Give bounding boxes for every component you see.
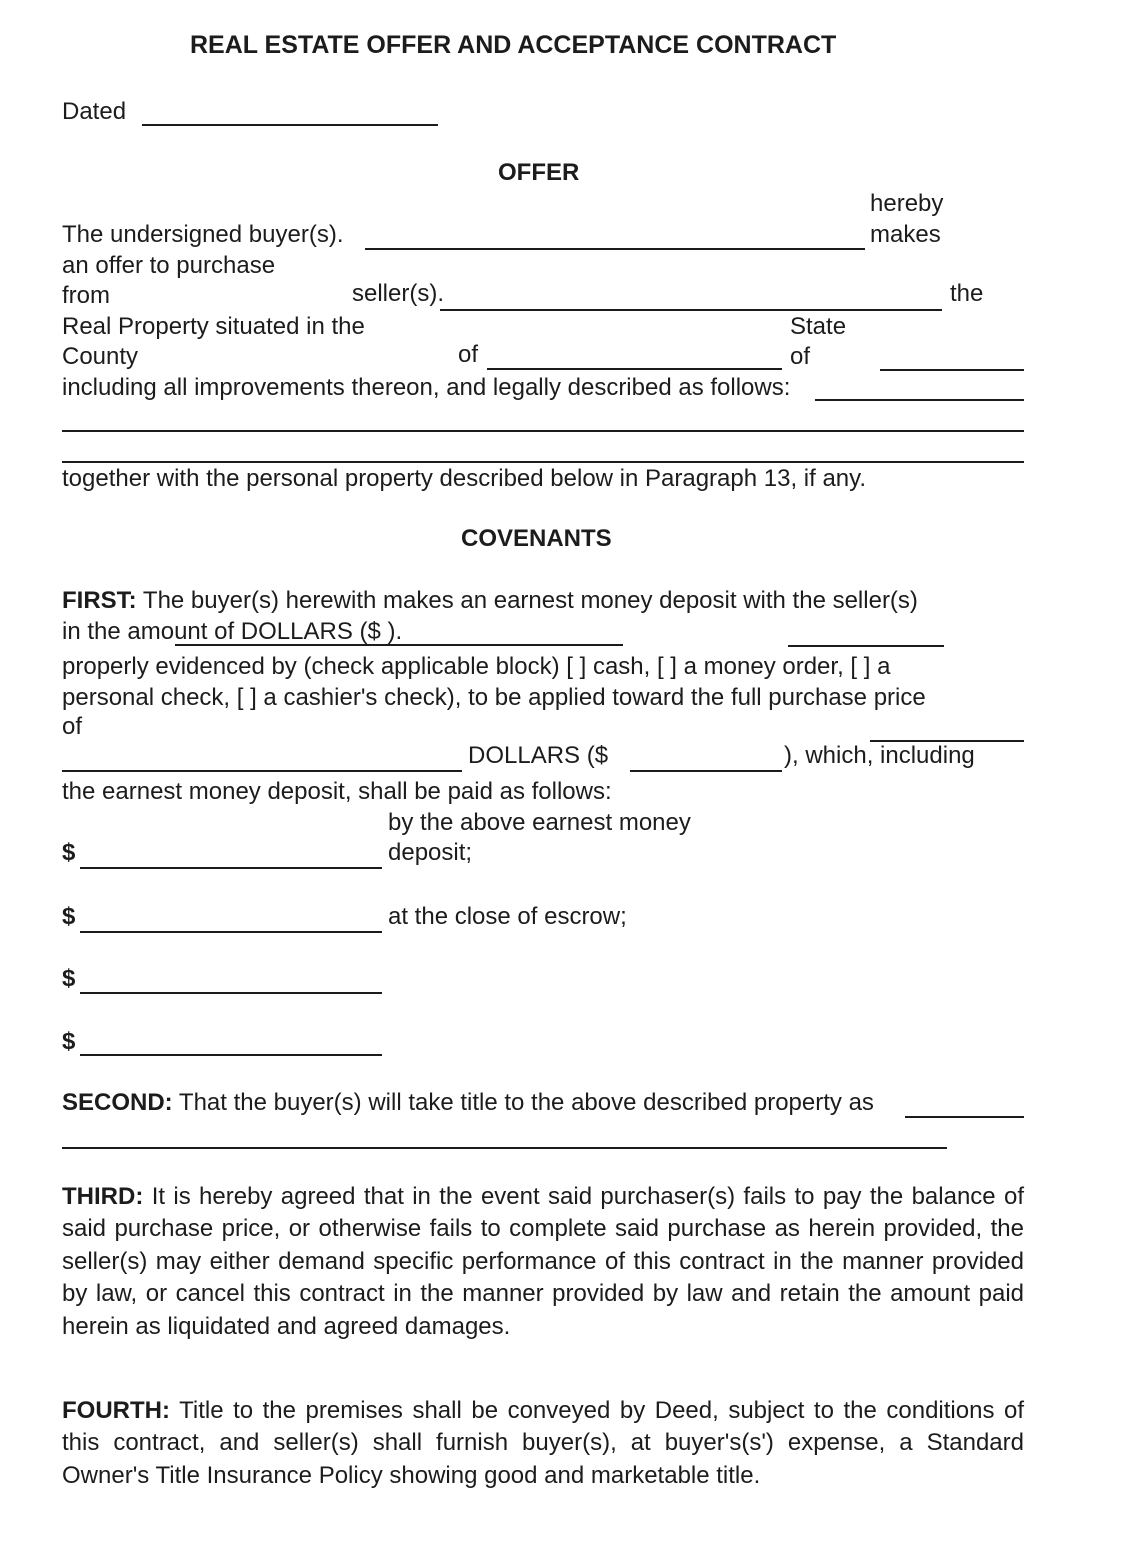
of-text-2: of: [790, 343, 811, 370]
together-text: together with the personal property described below in Paragraph 13, if any.: [62, 465, 867, 492]
second-text: That the buyer(s) will take title to the above described property as: [178, 1089, 874, 1116]
fourth-text: Title to the premises shall be conveyed by Deed, subject to the conditions of this contract, and seller(s) shall furnish buyer(s), at buyer's(s') expense, a Standard Owner's Title Insurance Policy showing good and marketable title.: [62, 1397, 1025, 1489]
including-text: including all improvements thereon, and legally described as follows:: [62, 374, 791, 401]
page-title: REAL ESTATE OFFER AND ACCEPTANCE CONTRACT: [190, 31, 837, 59]
third-text: It is hereby agreed that in the event said purchaser(s) fails to pay the balance of said purchase price, or otherwise fails to complete said purchase as herein provided, the seller(s) may either demand specific performance of this contract in the manner provided by law, or cancel this contract in the manner provided by law and retain the amount paid herein as liquidated and agreed damages.: [62, 1183, 1024, 1340]
earnest-paid-text: the earnest money deposit, shall be paid as follows:: [62, 778, 612, 805]
payment-field-3[interactable]: [80, 992, 382, 994]
purchase-price-words-field[interactable]: [62, 770, 462, 772]
the-text: the: [950, 280, 984, 307]
seller-text: seller(s).: [352, 280, 445, 307]
fourth-label: FOURTH:: [62, 1397, 170, 1424]
offer-to-purchase-text: an offer to purchase: [62, 252, 276, 279]
county-text: County: [62, 343, 139, 370]
price-continuation-field[interactable]: [870, 740, 1024, 742]
title-as-field-2[interactable]: [62, 1147, 947, 1149]
undersigned-text: The undersigned buyer(s).: [62, 221, 344, 248]
first-text-1: The buyer(s) herewith makes an earnest money deposit with the seller(s): [142, 587, 918, 614]
by-above-text-1: by the above earnest money: [388, 809, 691, 836]
legal-description-field-2[interactable]: [62, 430, 1024, 432]
payment-field-4[interactable]: [80, 1054, 382, 1056]
close-escrow-text: at the close of escrow;: [388, 903, 627, 930]
amount-number-field[interactable]: [788, 645, 944, 647]
payment-field-1[interactable]: [80, 867, 382, 869]
of-text-1: of: [458, 341, 479, 368]
payment-field-2[interactable]: [80, 931, 382, 933]
dollars-text: DOLLARS ($: [468, 742, 609, 769]
legal-description-field-1[interactable]: [815, 399, 1024, 401]
dollar-sign-2: $: [62, 903, 76, 930]
third-paragraph: [62, 1181, 1024, 1343]
by-above-text-2: deposit;: [388, 839, 473, 866]
dollar-sign-1: $: [62, 839, 76, 866]
legal-description-field-3[interactable]: [62, 461, 1024, 463]
third-label: THIRD:: [62, 1183, 144, 1210]
first-line-3: properly evidenced by (check applicable block) [ ] cash, [ ] a money order, [ ] a: [62, 653, 891, 680]
dated-label: Dated: [62, 98, 127, 125]
first-line-2: in the amount of DOLLARS ($ ).: [62, 618, 403, 645]
hereby-text: hereby: [870, 190, 944, 217]
first-line-4: personal check, [ ] a cashier's check), to be applied toward the full purchase price: [62, 684, 926, 711]
covenants-heading: COVENANTS: [461, 525, 612, 552]
dollar-sign-3: $: [62, 965, 76, 992]
purchase-price-number-field[interactable]: [630, 770, 782, 772]
title-as-field-1[interactable]: [905, 1116, 1024, 1118]
makes-text: makes: [870, 221, 941, 248]
first-line-1: [62, 586, 918, 616]
second-paragraph: [62, 1088, 874, 1118]
which-including-text: ), which, including: [784, 742, 975, 769]
seller-field[interactable]: [440, 309, 942, 311]
second-label: SECOND:: [62, 1089, 173, 1116]
real-property-text: Real Property situated in the: [62, 313, 365, 340]
fourth-paragraph: [62, 1395, 1024, 1492]
state-text: State: [790, 313, 847, 340]
buyer-field[interactable]: [365, 248, 865, 250]
county-field[interactable]: [487, 368, 782, 370]
first-label: FIRST:: [62, 587, 137, 614]
offer-heading: OFFER: [498, 159, 580, 186]
dated-field[interactable]: [142, 124, 438, 126]
from-text: from: [62, 282, 110, 309]
amount-words-field[interactable]: [175, 644, 623, 646]
dollar-sign-4: $: [62, 1028, 76, 1055]
state-field[interactable]: [880, 369, 1024, 371]
first-line-5: of: [62, 713, 83, 740]
